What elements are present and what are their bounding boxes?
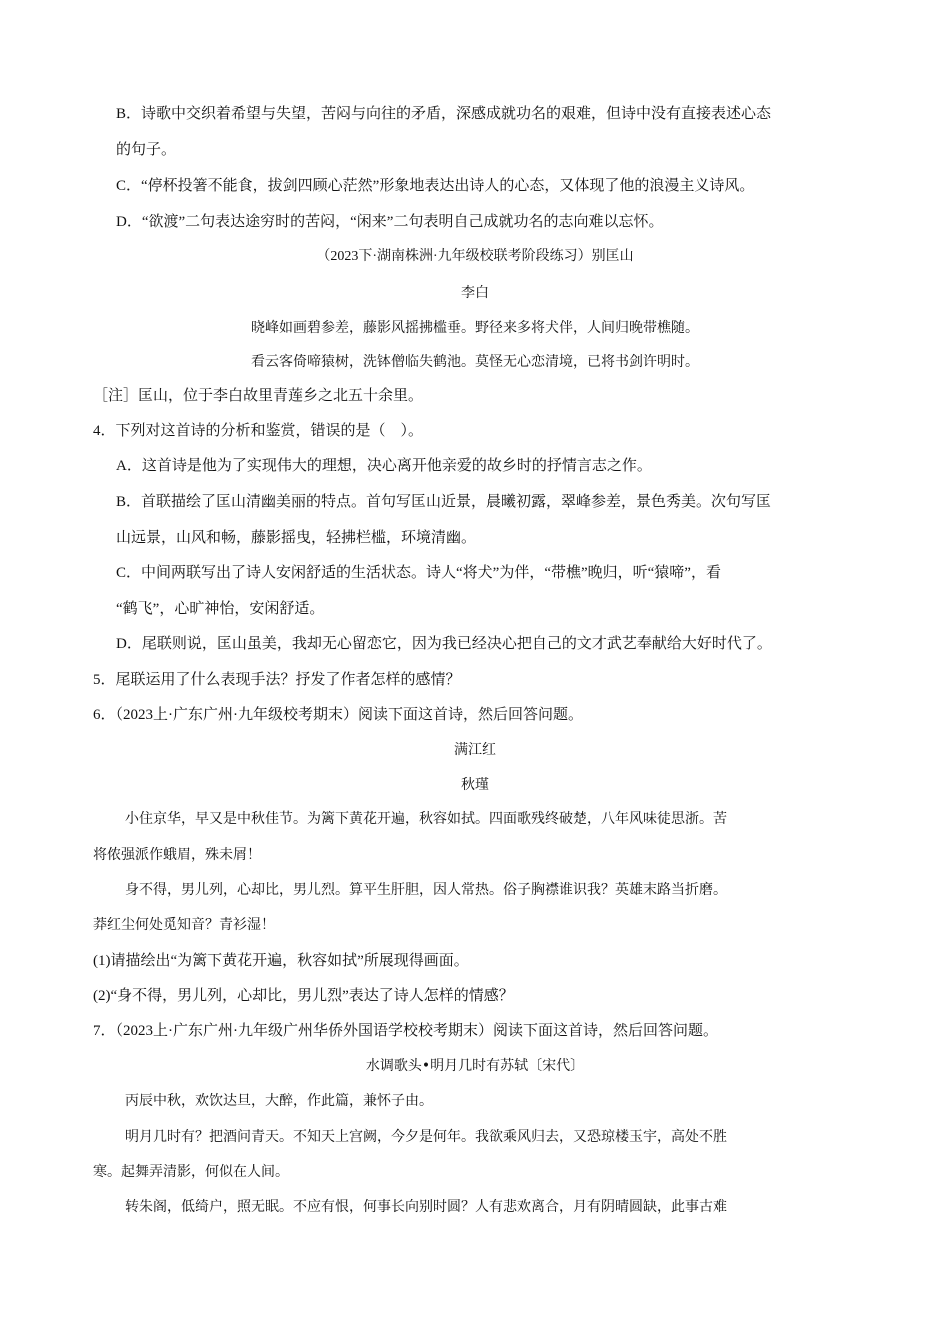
q7-p1-line2: 寒。起舞弄清影，何似在人间。 bbox=[93, 1164, 289, 1180]
q4-option-b-line1: B．首联描绘了匡山清幽美丽的特点。首句写匡山近景，晨曦初露，翠峰参差，景色秀美。次句写匡 bbox=[116, 494, 772, 510]
q6-p2-line1: 身不得，男儿列，心却比，男儿烈。算平生肝胆，因人常热。俗子胸襟谁识我？英雄末路当折磨。 bbox=[125, 882, 727, 898]
poem1-note: ［注］匡山，位于李白故里青莲乡之北五十余里。 bbox=[93, 388, 424, 404]
q3-option-d: D．“欲渡”二句表达途穷时的苦闷，“闲来”二句表明自己成就功名的志向难以忘怀。 bbox=[116, 214, 664, 230]
q7-p1-line1: 明月几时有？把酒问青天。不知天上宫阙，今夕是何年。我欲乘风归去，又恐琼楼玉宇，高处不胜 bbox=[125, 1129, 727, 1145]
q6-stem: 6．（2023上·广东广州·九年级校考期末）阅读下面这首诗，然后回答问题。 bbox=[93, 707, 583, 723]
q6-title: 满江红 bbox=[454, 742, 496, 758]
q4-option-b-line2: 山远景，山风和畅，藤影摇曳，轻拂栏槛，环境清幽。 bbox=[116, 530, 477, 546]
q6-author: 秋瑾 bbox=[461, 777, 489, 793]
q4-option-a: A．这首诗是他为了实现伟大的理想，决心离开他亲爱的故乡时的抒情言志之作。 bbox=[116, 458, 652, 474]
poem1-source: （2023下·湖南株洲·九年级校联考阶段练习）别匡山 bbox=[316, 249, 634, 264]
q5-stem: 5．尾联运用了什么表现手法？抒发了作者怎样的感情？ bbox=[93, 672, 461, 688]
q6-p1-line2: 将侬强派作蛾眉，殊未屑！ bbox=[93, 847, 261, 863]
q4-option-c-line1: C．中间两联写出了诗人安闲舒适的生活状态。诗人“将犬”为伴，“带樵”晚归，听“猿啼”，看 bbox=[116, 565, 721, 581]
q7-title: 水调歌头•明月几时有苏轼〔宋代〕 bbox=[365, 1058, 585, 1074]
q3-option-b-line2: 的句子。 bbox=[116, 142, 177, 158]
q3-option-b-line1: B．诗歌中交织着希望与失望，苦闷与向往的矛盾，深感成就功名的艰难，但诗中没有直接表述心态 bbox=[116, 106, 772, 122]
q7-stem: 7．（2023上·广东广州·九年级广州华侨外国语学校校考期末）阅读下面这首诗，然后回答问题。 bbox=[93, 1023, 718, 1039]
poem1-line1: 晓峰如画碧参差，藤影风摇拂槛垂。野径来多将犬伴，人间归晚带樵随。 bbox=[251, 320, 699, 336]
q4-option-c-line2: “鹤飞”，心旷神怡，安闲舒适。 bbox=[116, 601, 325, 617]
q7-preface: 丙辰中秋，欢饮达旦，大醉，作此篇，兼怀子由。 bbox=[125, 1093, 433, 1109]
poem1-line2: 看云客倚啼猿树，洗钵僧临失鹤池。莫怪无心恋清境，已将书剑许明时。 bbox=[251, 354, 699, 370]
q3-option-c: C．“停杯投箸不能食，拔剑四顾心茫然”形象地表达出诗人的心态，又体现了他的浪漫主义诗风。 bbox=[116, 178, 755, 194]
q6-p2-line2: 莽红尘何处觅知音？青衫湿！ bbox=[93, 917, 275, 933]
q4-stem: 4．下列对这首诗的分析和鉴赏，错误的是（ ）。 bbox=[93, 423, 424, 439]
poem1-author: 李白 bbox=[461, 285, 489, 301]
q4-option-d: D．尾联则说，匡山虽美，我却无心留恋它，因为我已经决心把自己的文才武艺奉献给大好时代了。 bbox=[116, 636, 772, 652]
q7-p2-line1: 转朱阁，低绮户，照无眠。不应有恨，何事长向别时圆？人有悲欢离合，月有阴晴圆缺，此事古难 bbox=[125, 1199, 727, 1215]
q6-sub1: (1)请描绘出“为篱下黄花开遍，秋容如拭”所展现得画面。 bbox=[93, 953, 469, 969]
q6-sub2: (2)“身不得，男儿列，心却比，男儿烈”表达了诗人怎样的情感？ bbox=[93, 988, 514, 1004]
q6-p1-line1: 小住京华，早又是中秋佳节。为篱下黄花开遍，秋容如拭。四面歌残终破楚，八年风味徒思浙。苦 bbox=[125, 811, 727, 827]
